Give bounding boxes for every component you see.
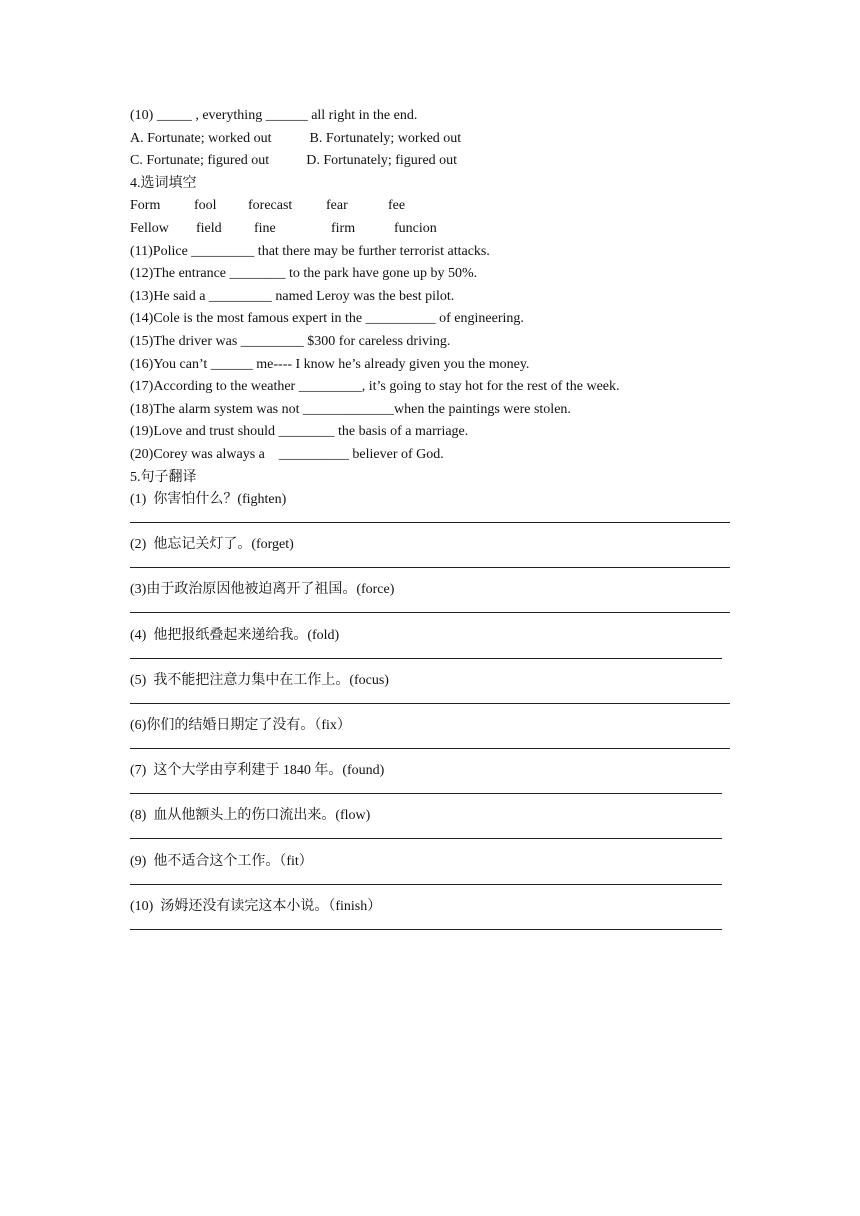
word-bank-word: field [196, 220, 222, 236]
translation-prompt: (1) 你害怕什么？(fighten) [130, 492, 287, 508]
word-bank-word: fee [388, 198, 406, 214]
translation-prompt: (4) 他把报纸叠起来递给我。(fold) [130, 627, 340, 643]
answer-line [130, 703, 730, 704]
translation-item [130, 489, 730, 534]
option-b: B. Fortunately; worked out [309, 130, 462, 146]
answer-line [130, 884, 722, 885]
translation-prompt: (10) 汤姆还没有读完这本小说。（finish） [130, 898, 382, 914]
section-5-title: 5.句子翻译 [130, 469, 197, 485]
word-bank-row-1 [130, 195, 730, 218]
word-bank-word: fear [326, 198, 348, 214]
translation-prompt: (5) 我不能把注意力集中在工作上。(focus) [130, 672, 389, 688]
fill-in-item-13: (13)He said a _________ named Leroy was the best pilot. [130, 288, 455, 304]
option-d: D. Fortunately; figured out [306, 153, 458, 169]
translation-item [130, 851, 730, 896]
translation-item [130, 805, 730, 850]
answer-line [130, 522, 730, 523]
option-c: C. Fortunate; figured out [130, 153, 270, 169]
answer-line [130, 612, 730, 613]
answer-line [130, 658, 722, 659]
fill-in-item-18: (18)The alarm system was not _____________when the paintings were stolen. [130, 401, 571, 417]
fill-in-item-20: (20)Corey was always a __________ believer of God. [130, 446, 444, 462]
fill-in-item-14: (14)Cole is the most famous expert in the __________ of engineering. [130, 311, 524, 327]
translation-item [130, 670, 730, 715]
answer-line [130, 567, 730, 568]
worksheet-page [130, 105, 730, 941]
fill-in-item-19: (19)Love and trust should ________ the basis of a marriage. [130, 424, 469, 440]
question-10-options-cd [130, 150, 730, 173]
question-10-stem: (10) _____ , everything ______ all right in the end. [130, 108, 418, 123]
translation-item [130, 896, 730, 941]
translation-item [130, 625, 730, 670]
translation-prompt: (6)你们的结婚日期定了没有。（fix） [130, 718, 351, 734]
fill-in-item-15: (15)The driver was _________ $300 for careless driving. [130, 333, 451, 349]
translation-prompt: (3)由于政治原因他被迫离开了祖国。(force) [130, 582, 395, 598]
translation-prompt: (9) 他不适合这个工作。（fit） [130, 853, 313, 869]
question-10-options-ab [130, 128, 730, 151]
translation-item [130, 534, 730, 579]
answer-line [130, 838, 722, 839]
word-bank-word: forecast [248, 198, 293, 214]
answer-line [130, 748, 730, 749]
fill-in-item-16: (16)You can’t ______ me---- I know he’s already given you the money. [130, 356, 530, 372]
translation-item [130, 579, 730, 624]
word-bank-word: fine [254, 220, 276, 236]
option-a: A. Fortunate; worked out [130, 130, 272, 146]
fill-in-item-17: (17)According to the weather _________, it’s going to stay hot for the rest of the week. [130, 379, 620, 395]
answer-line [130, 929, 722, 930]
translation-prompt: (2) 他忘记关灯了。(forget) [130, 537, 294, 553]
word-bank-word: Form [130, 198, 161, 214]
word-bank-row-2 [130, 218, 730, 241]
fill-in-item-12: (12)The entrance ________ to the park have gone up by 50%. [130, 266, 478, 282]
word-bank-word: firm [331, 220, 356, 236]
translation-item [130, 715, 730, 760]
word-bank-word: fool [194, 198, 217, 214]
section-4-title: 4.选词填空 [130, 175, 197, 191]
answer-line [130, 793, 722, 794]
translation-prompt: (8) 血从他额头上的伤口流出来。(flow) [130, 808, 371, 824]
translation-prompt: (7) 这个大学由亨利建于 1840 年。(found) [130, 763, 385, 779]
translation-item [130, 760, 730, 805]
word-bank-word: funcion [394, 220, 437, 236]
fill-in-item-11: (11)Police _________ that there may be further terrorist attacks. [130, 243, 490, 259]
word-bank-word: Fellow [130, 220, 169, 236]
